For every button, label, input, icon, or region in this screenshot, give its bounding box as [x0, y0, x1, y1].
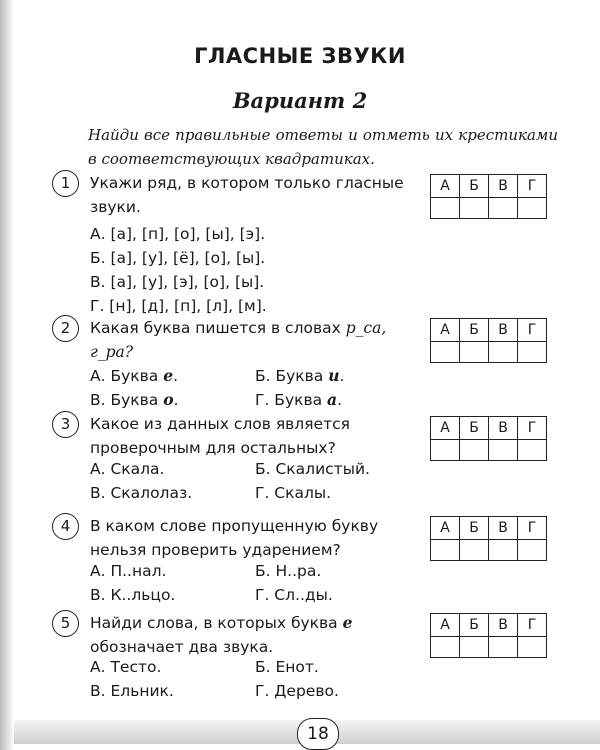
answer-box-b[interactable] [460, 198, 489, 219]
grid-letter-a: А [431, 175, 460, 198]
grid-letter-b: Б [460, 417, 489, 440]
option-c: В. Буква о. [90, 390, 179, 409]
answer-box-v[interactable] [489, 540, 518, 561]
answer-box-a[interactable] [431, 637, 460, 658]
answer-box-g[interactable] [518, 637, 547, 658]
question-text-words: р_са, г_ра? [90, 319, 387, 361]
grid-letter-v: В [489, 614, 518, 637]
option-a: А. [а], [п], [о], [ы], [э]. [90, 225, 266, 243]
question-number: 5 [52, 610, 79, 637]
question-text: В каком слове пропущенную букву нельзя проверить ударением? [90, 517, 379, 559]
option-a: А. Скала. [90, 460, 165, 478]
answer-box-a[interactable] [431, 440, 460, 461]
answer-box-v[interactable] [489, 440, 518, 461]
option-b: Б. [а], [у], [ё], [о], [ы]. [90, 249, 266, 267]
option-c: В. [а], [у], [э], [о], [ы]. [90, 273, 265, 291]
grid-letter-a: А [431, 319, 460, 342]
question-text: Укажи ряд, в котором только гласные звуки. [90, 174, 404, 216]
grid-letter-b: Б [460, 175, 489, 198]
option-d: Г. Сл..ды. [255, 586, 333, 604]
grid-letter-v: В [489, 175, 518, 198]
grid-letter-a: А [431, 417, 460, 440]
answer-grid [430, 613, 547, 658]
answer-grid [430, 516, 547, 561]
answer-box-b[interactable] [460, 440, 489, 461]
answer-box-b[interactable] [460, 540, 489, 561]
answer-grid [430, 416, 547, 461]
question-letter: е [342, 613, 353, 632]
grid-letter-g: Г [518, 417, 547, 440]
grid-letter-b: Б [460, 319, 489, 342]
grid-letter-g: Г [518, 175, 547, 198]
option-d: Г. Дерево. [255, 682, 339, 700]
option-c: В. Ельник. [90, 682, 174, 700]
question-number: 3 [52, 411, 79, 438]
option-b: Б. Скалистый. [255, 460, 370, 478]
option-b: Б. Н..ра. [255, 562, 322, 580]
grid-letter-v: В [489, 417, 518, 440]
grid-letter-v: В [489, 517, 518, 540]
variant-heading: Вариант 2 [232, 88, 368, 113]
option-a: А. Тесто. [90, 658, 162, 676]
answer-box-g[interactable] [518, 342, 547, 363]
option-d: Г. Буква а. [255, 390, 343, 409]
question-text-main: Какая буква пишется в словах [90, 319, 341, 337]
answer-box-v[interactable] [489, 342, 518, 363]
answer-grid [430, 174, 547, 219]
option-c: В. Скалолаз. [90, 484, 193, 502]
answer-grid [430, 318, 547, 363]
grid-letter-g: Г [518, 517, 547, 540]
answer-box-a[interactable] [431, 342, 460, 363]
option-a: А. Буква е. [90, 366, 178, 385]
question-number: 2 [52, 315, 79, 342]
answer-box-v[interactable] [489, 637, 518, 658]
question-text: Какое из данных слов является проверочным для остальных? [90, 415, 350, 457]
option-a: А. П..нал. [90, 562, 167, 580]
answer-box-a[interactable] [431, 540, 460, 561]
option-b: Б. Буква и. [255, 366, 345, 385]
option-c: В. К..льцо. [90, 586, 176, 604]
question-text: Найди слова, в которых буква е обозначает два звука. [90, 613, 353, 656]
answer-box-g[interactable] [518, 198, 547, 219]
question-text [90, 316, 410, 364]
answer-box-v[interactable] [489, 198, 518, 219]
page-number: 18 [297, 718, 339, 750]
answer-box-a[interactable] [431, 198, 460, 219]
question-number: 1 [52, 170, 79, 197]
grid-letter-g: Г [518, 614, 547, 637]
answer-box-g[interactable] [518, 540, 547, 561]
grid-letter-a: А [431, 614, 460, 637]
grid-letter-b: Б [460, 614, 489, 637]
grid-letter-b: Б [460, 517, 489, 540]
grid-letter-v: В [489, 319, 518, 342]
option-d: Г. Скалы. [255, 484, 332, 502]
answer-box-g[interactable] [518, 440, 547, 461]
answer-box-b[interactable] [460, 637, 489, 658]
instruction-text: Найди все правильные ответы и отметь их крестиками в соответствующих квадратиках. [88, 126, 558, 168]
question-number: 4 [52, 513, 79, 540]
grid-letter-a: А [431, 517, 460, 540]
answer-box-b[interactable] [460, 342, 489, 363]
page-title: ГЛАСНЫЕ ЗВУКИ [194, 44, 406, 68]
option-d: Г. [н], [д], [п], [л], [м]. [90, 297, 267, 315]
grid-letter-g: Г [518, 319, 547, 342]
option-b: Б. Енот. [255, 658, 319, 676]
